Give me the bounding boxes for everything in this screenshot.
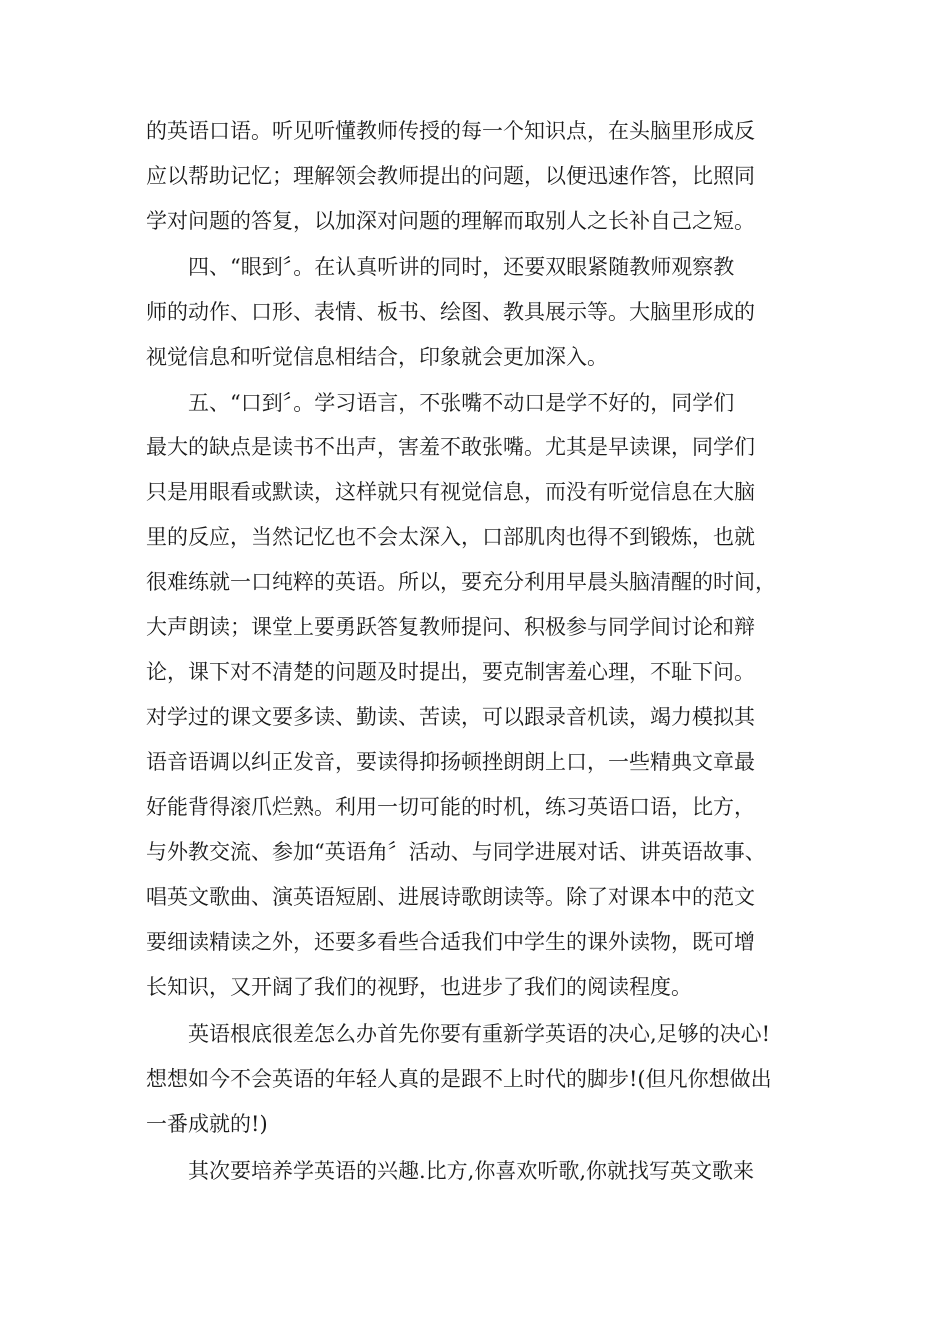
text-line: 一番成就的!) — [146, 1112, 268, 1136]
text-line: 只是用眼看或默读，这样就只有视觉信息，而没有听觉信息在大脑 — [146, 480, 755, 504]
text-line: 唱英文歌曲、演英语短剧、进展诗歌朗读等。除了对课本中的范文 — [146, 885, 755, 909]
text-line: 想想如今不会英语的年轻人真的是跟不上时代的脚步!(但凡你想做出 — [146, 1067, 772, 1091]
text-line: 学对问题的答复，以加深对问题的理解而取别人之长补自己之短。 — [146, 209, 755, 233]
text-line: 对学过的课文要多读、勤读、苦读，可以跟录音机读，竭力模拟其 — [146, 705, 755, 729]
text-line: 要细读精读之外，还要多看些合适我们中学生的课外读物，既可增 — [146, 930, 755, 954]
text-line: 的英语口语。听见听懂教师传授的每一个知识点，在头脑里形成反 — [146, 119, 755, 143]
text-line: 师的动作、口形、表情、板书、绘图、教具展示等。大脑里形成的 — [146, 300, 755, 324]
text-line: 最大的缺点是读书不出声，害羞不敢张嘴。尤其是早读课，同学们 — [146, 435, 755, 459]
text-line: 五、“口到〞。学习语言，不张嘴不动口是学不好的，同学们 — [188, 391, 735, 415]
text-line: 语音语调以纠正发音，要读得抑扬顿挫朗朗上口，一些精典文章最 — [146, 750, 755, 774]
text-line: 长知识，又开阔了我们的视野，也进步了我们的阅读程度。 — [146, 975, 692, 999]
text-line: 应以帮助记忆；理解领会教师提出的问题，以便迅速作答，比照同 — [146, 164, 755, 188]
text-line: 里的反应，当然记忆也不会太深入，口部肌肉也得不到锻炼，也就 — [146, 525, 755, 549]
text-line: 视觉信息和听觉信息相结合，印象就会更加深入。 — [146, 345, 608, 369]
text-line: 论，课下对不清楚的问题及时提出，要克制害羞心理，不耻下问。 — [146, 660, 755, 684]
text-line: 很难练就一口纯粹的英语。所以，要充分利用早晨头脑清醒的时间， — [146, 570, 776, 594]
text-line: 与外教交流、参加“英语角〞活动、与同学进展对话、讲英语故事、 — [146, 840, 766, 864]
text-line: 其次要培养学英语的兴趣.比方,你喜欢听歌,你就找写英文歌来 — [188, 1159, 755, 1183]
text-line: 大声朗读；课堂上要勇跃答复教师提问、积极参与同学间讨论和辩 — [146, 615, 755, 639]
text-line: 好能背得滚爪烂熟。利用一切可能的时机，练习英语口语，比方， — [146, 795, 755, 819]
text-line: 四、“眼到〞。在认真听讲的同时，还要双眼紧随教师观察教 — [188, 255, 735, 279]
text-line: 英语根底很差怎么办首先你要有重新学英语的决心,足够的决心! — [188, 1022, 771, 1046]
